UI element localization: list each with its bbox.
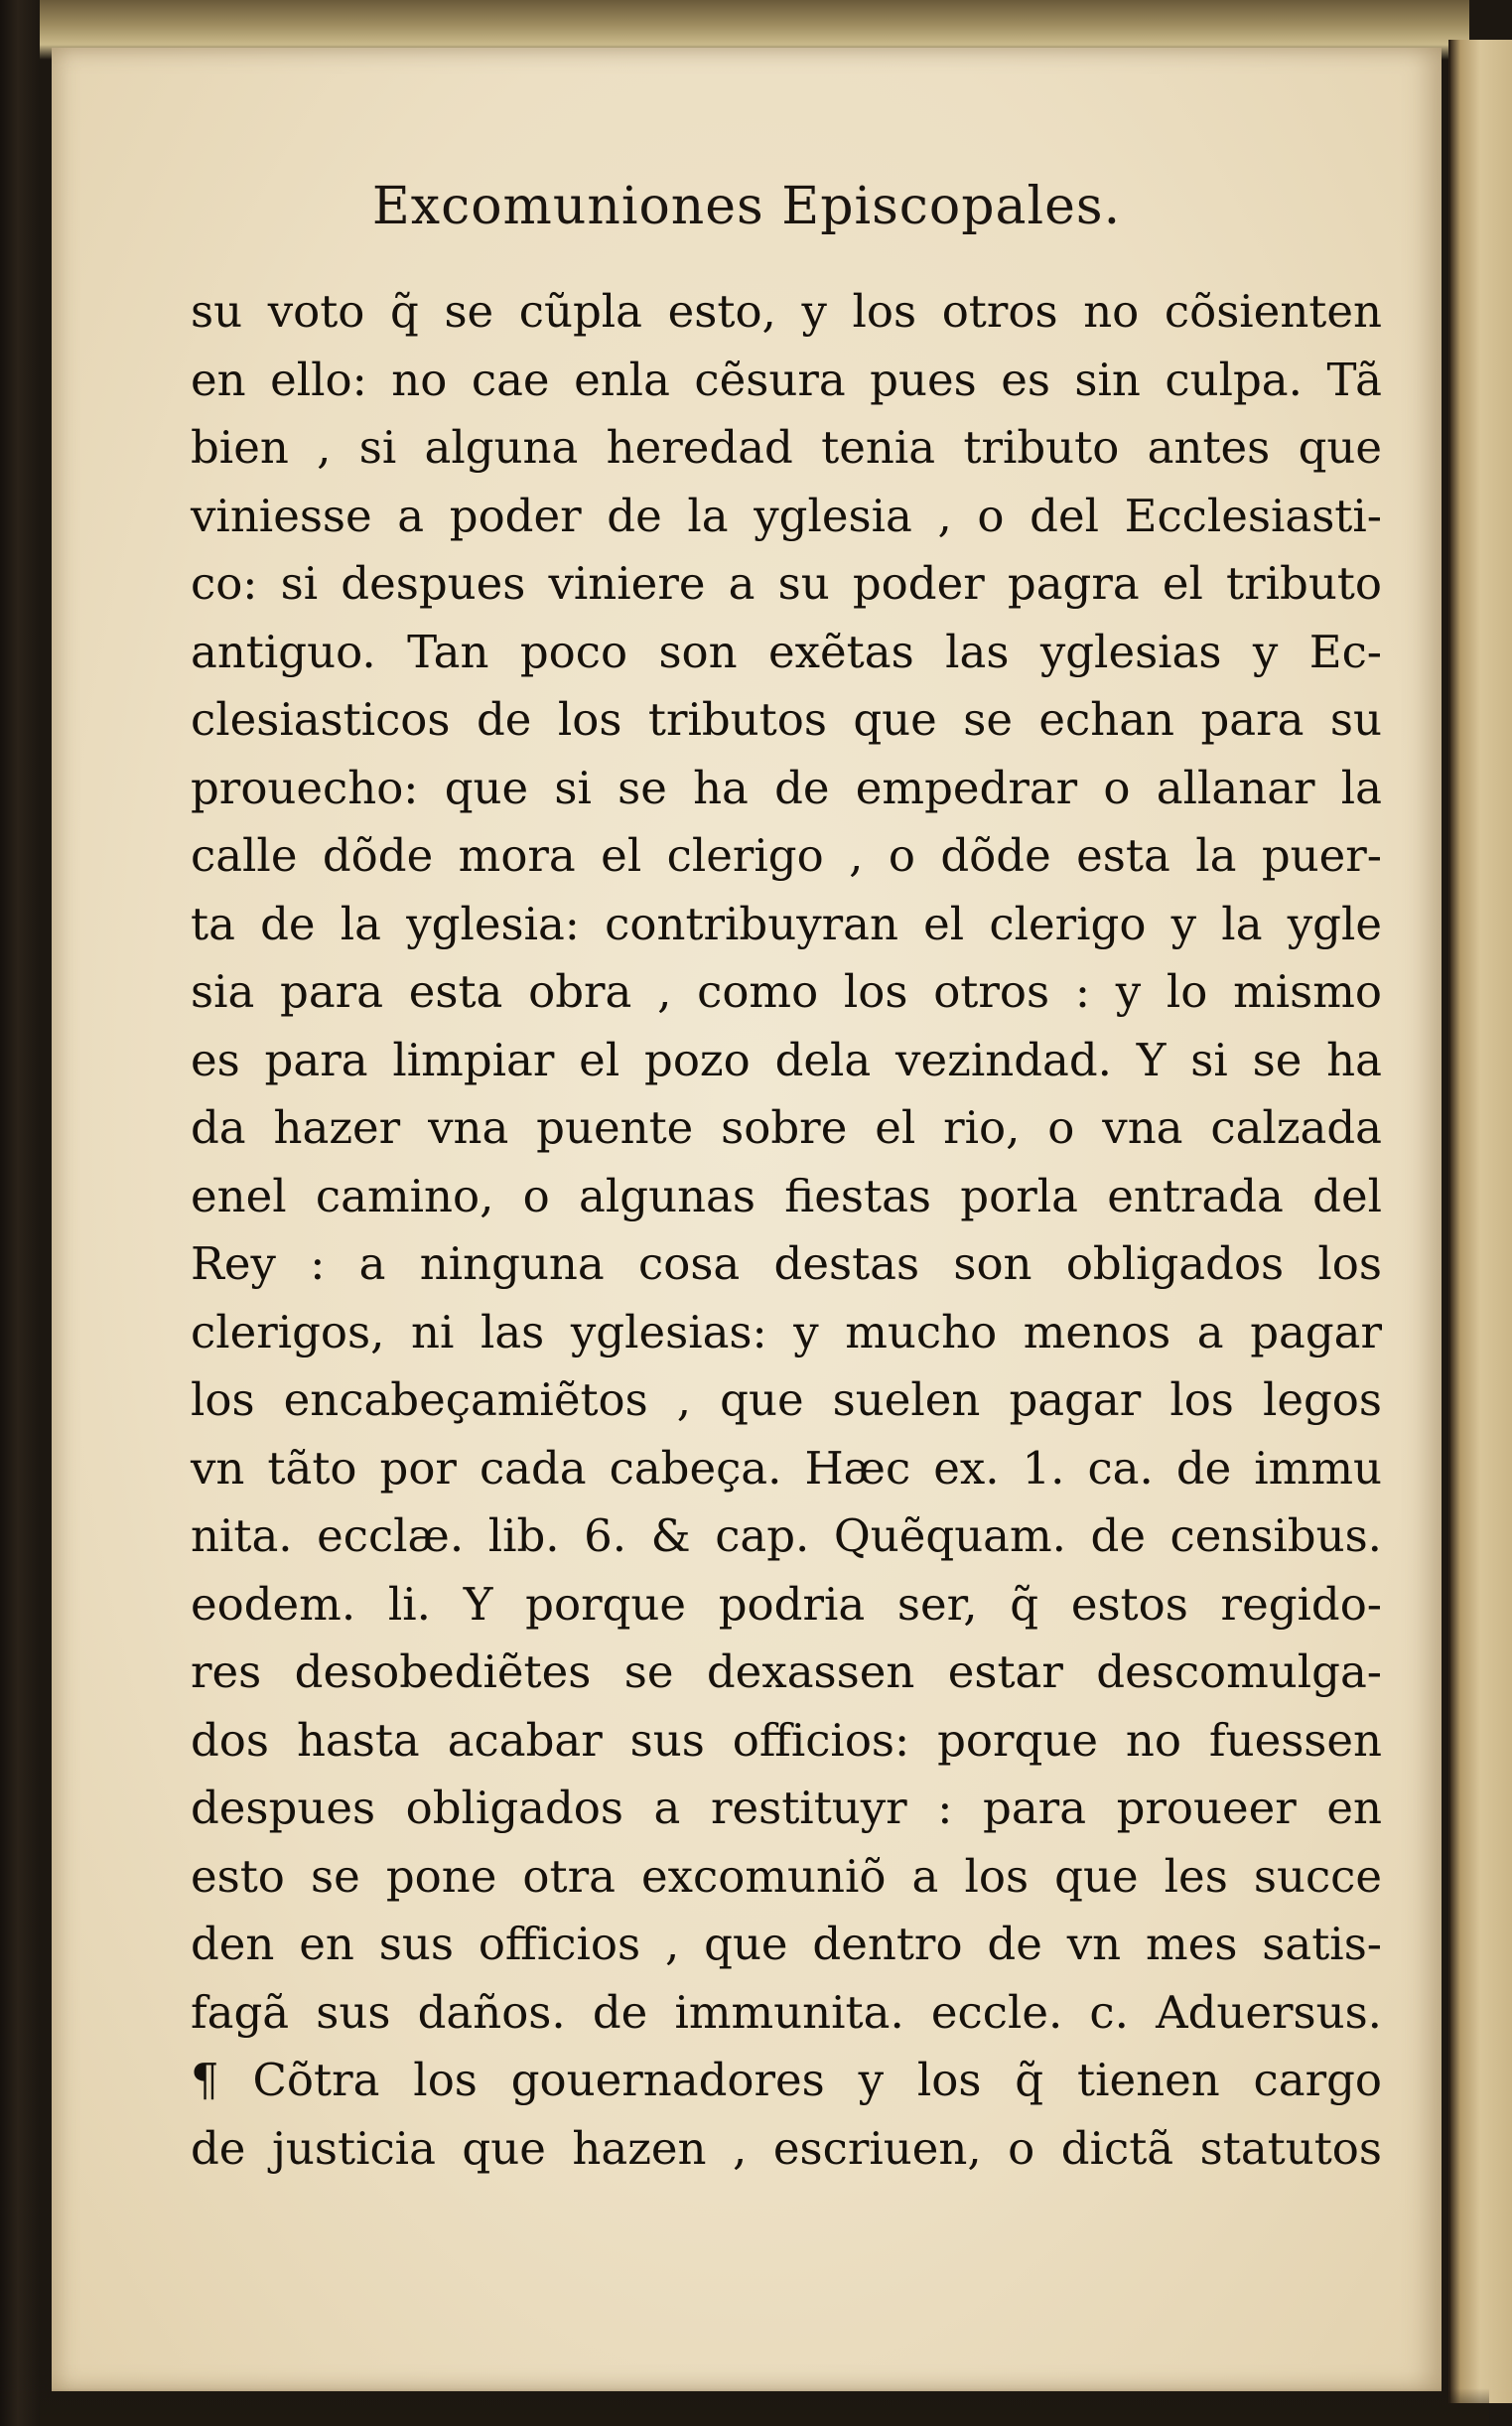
text-line: clerigos, ni las yglesias: y mucho menos a pagar xyxy=(191,1305,1382,1358)
text-line: antiguo. Tan poco son exẽtas las yglesias y Ec- xyxy=(191,625,1382,678)
text-line: clesiasticos de los tributos que se echan para su xyxy=(191,693,1382,746)
text-line: bien , si alguna heredad tenia tributo antes que xyxy=(191,421,1382,474)
text-line: eodem. li. Y porque podria ser, q̃ estos regido- xyxy=(191,1577,1382,1631)
text-line: ¶ Cõtra los gouernadores y los q̃ tienen cargo xyxy=(191,2054,1382,2106)
text-line: res desobediẽtes se dexassen estar descomulga- xyxy=(191,1645,1382,1698)
text-line: fagã sus daños. de immunita. eccle. c. Aduersus. xyxy=(191,1985,1382,2039)
body-text xyxy=(191,278,1382,2183)
text-line: es para limpiar el pozo dela vezindad. Y si se ha xyxy=(191,1033,1382,1086)
text-line: vn tãto por cada cabeça. Hæc ex. 1. ca. de immu xyxy=(191,1441,1382,1495)
text-line: despues obligados a restituyr : para proueer en xyxy=(191,1782,1382,1834)
text-line: da hazer vna puente sobre el rio, o vna calzada xyxy=(191,1101,1382,1154)
text-line: sia para esta obra , como los otros : y lo mismo xyxy=(191,965,1382,1018)
text-line: Rey : a ninguna cosa destas son obligados los xyxy=(191,1237,1382,1290)
text-line: den en sus officios , que dentro de vn mes satis- xyxy=(191,1918,1382,1970)
text-line: en ello: no cae enla cẽsura pues es sin culpa. Tã xyxy=(191,353,1382,406)
text-line: prouecho: que si se ha de empedrar o allanar la xyxy=(191,761,1382,814)
text-line: calle dõde mora el clerigo , o dõde esta la puer- xyxy=(191,829,1382,882)
text-line: los encabeçamiẽtos , que suelen pagar los legos xyxy=(191,1373,1382,1426)
text-line: ta de la yglesia: contribuyran el clerigo y la ygle xyxy=(191,897,1382,950)
running-head: Excomuniones Episcopales. xyxy=(371,177,1122,236)
text-line: esto se pone otra excomuniõ a los que les succe xyxy=(191,1849,1382,1903)
book-page xyxy=(52,48,1442,2391)
text-line: viniesse a poder de la yglesia , o del Ecclesiasti- xyxy=(191,489,1382,542)
text-line: su voto q̃ se cũpla esto, y los otros no cõsienten xyxy=(191,285,1382,338)
adjacent-page-edge xyxy=(1448,40,1512,2403)
text-line: enel camino, o algunas fiestas porla entrada del xyxy=(191,1169,1382,1222)
text-line: de justicia que hazen , escriuen, o dictã statutos xyxy=(191,2121,1382,2175)
text-line: nita. ecclæ. lib. 6. & cap. Quẽquam. de censibus. xyxy=(191,1509,1382,1562)
page-bottom-shadow xyxy=(40,2388,1489,2426)
text-line: co: si despues viniere a su poder pagra el tributo xyxy=(191,557,1382,610)
text-line: dos hasta acabar sus officios: porque no fuessen xyxy=(191,1713,1382,1767)
